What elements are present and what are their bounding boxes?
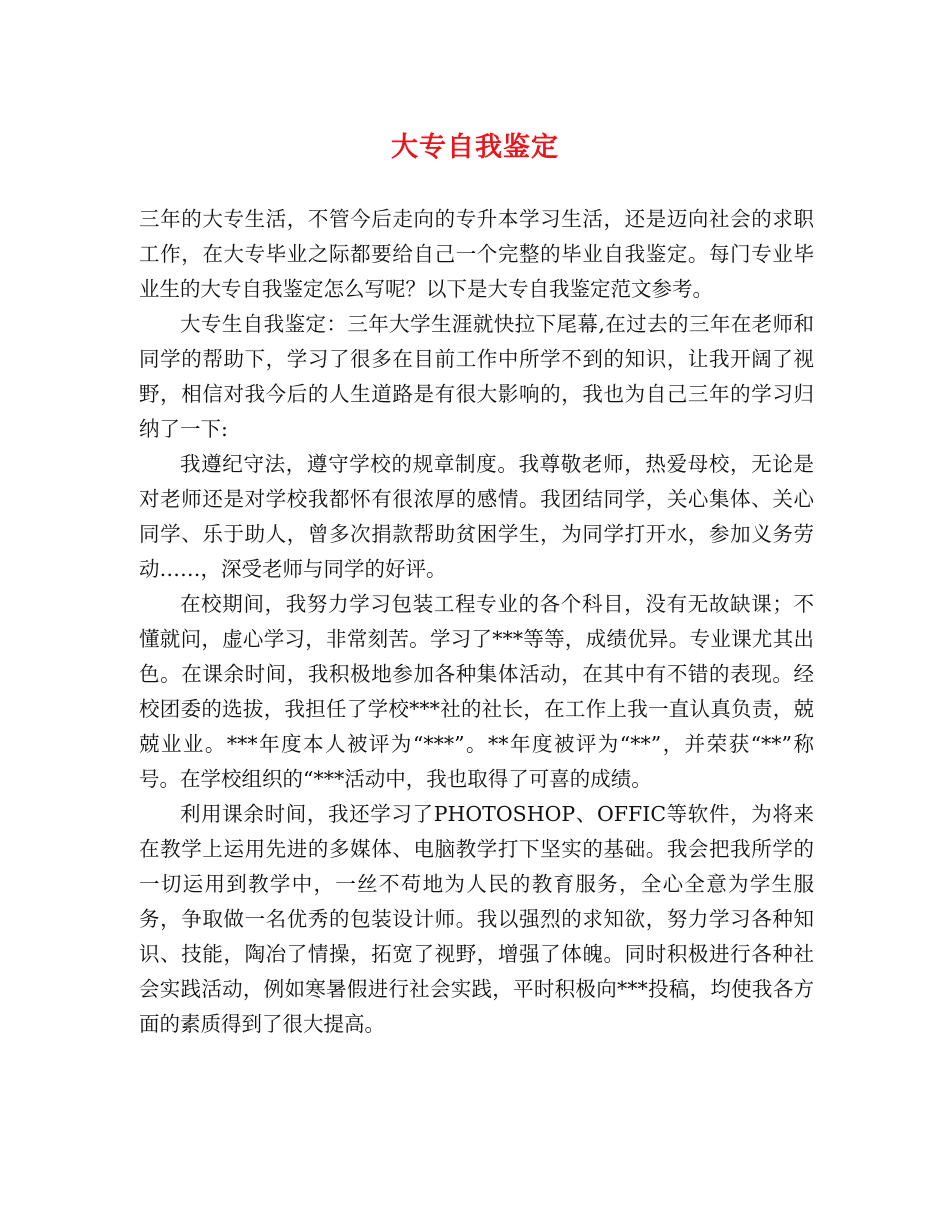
self-assessment-paragraph: 大专生自我鉴定：三年大学生涯就快拉下尾幕,在过去的三年在老师和同学的帮助下，学习了很多在目前工作中所学不到的知识，让我开阔了视野，相信对我今后的人生道路是有很大影响的，我也为自己三年的学习归纳了一下: <box>139 312 814 441</box>
document-title: 大专自我鉴定 <box>391 132 559 163</box>
conduct-paragraph: 我遵纪守法，遵守学校的规章制度。我尊敬老师，热爱母校，无论是对老师还是对学校我都怀有很浓厚的感情。我团结同学，关心集体、关心同学、乐于助人，曾多次捐款帮助贫困学生，为同学打开水，参加义务劳动……，深受老师与同学的好评。 <box>139 452 814 581</box>
skills-paragraph: 利用课余时间，我还学习了PHOTOSHOP、OFFIC等软件，为将来在教学上运用先进的多媒体、电脑教学打下坚实的基础。我会把我所学的一切运用到教学中，一丝不苟地为人民的教育服务，全心全意为学生服务，争取做一名优秀的包装设计师。我以强烈的求知欲，努力学习各种知识、技能，陶冶了情操，拓宽了视野，增强了体魄。同时积极进行各种社会实践活动，例如寒暑假进行社会实践，平时积极向***投稿，均使我各方面的素质得到了很大提高。 <box>139 802 814 1036</box>
study-paragraph: 在校期间，我努力学习包装工程专业的各个科目，没有无故缺课；不懂就问，虚心学习，非常刻苦。学习了***等等，成绩优异。专业课尤其出色。在课余时间，我积极地参加各种集体活动，在其中有不错的表现。经校团委的选拔，我担任了学校***社的社长，在工作上我一直认真负责，兢兢业业。***年度本人被评为“***”。**年度被评为“**”，并荣获“**”称号。在学校组织的“***活动中，我也取得了可喜的成绩。 <box>139 592 814 791</box>
document-body <box>139 202 814 1042</box>
intro-paragraph: 三年的大专生活，不管今后走向的专升本学习生活，还是迈向社会的求职工作，在大专毕业之际都要给自己一个完整的毕业自我鉴定。每门专业毕业生的大专自我鉴定怎么写呢？以下是大专自我鉴定范文参考。 <box>139 207 814 301</box>
